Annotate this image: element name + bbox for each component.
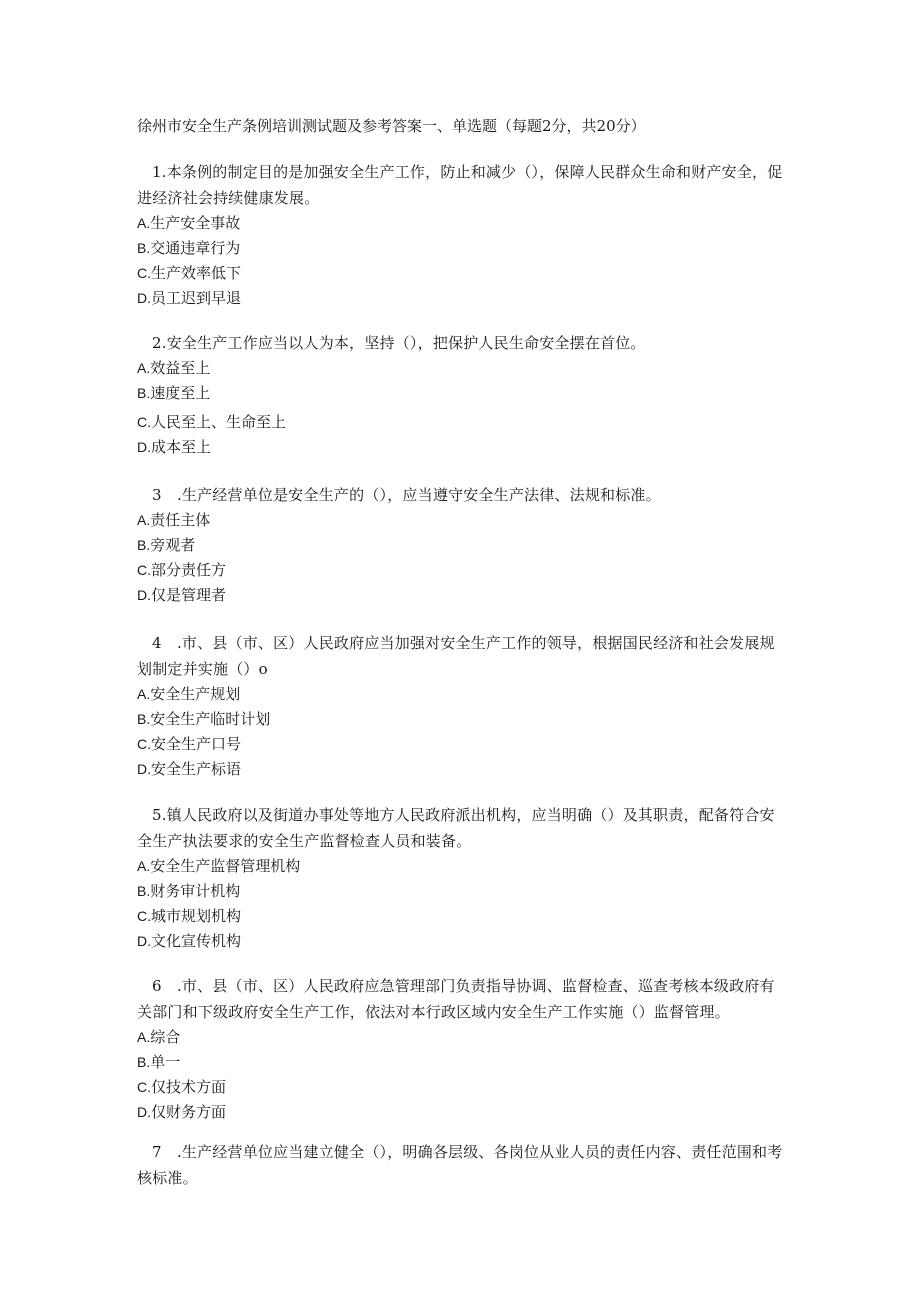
question-stem: 4 .市、县（市、区）人民政府应当加强对安全生产工作的领导，根据国民经济和社会发展规划制定并实施（）o <box>137 634 775 678</box>
option-letter: D. <box>137 933 151 949</box>
option-c <box>137 261 787 286</box>
option-letter: C. <box>137 1079 151 1095</box>
option-d <box>137 929 787 954</box>
option-a <box>137 211 787 236</box>
option-d <box>137 583 787 608</box>
option-letter: A. <box>137 215 151 231</box>
option-letter: C. <box>137 265 151 281</box>
question-stem: 2.安全生产工作应当以人为本，坚持（），把保护人民生命安全摆在首位。 <box>152 334 646 352</box>
option-b <box>137 879 787 904</box>
option-letter: C. <box>137 908 151 924</box>
option-b <box>137 236 787 261</box>
option-c <box>137 558 787 583</box>
option-letter: A. <box>137 360 151 376</box>
option-letter: B. <box>137 1054 151 1070</box>
option-text: 安全生产标语 <box>151 760 242 778</box>
option-a <box>137 1025 787 1050</box>
question-7 <box>137 1139 787 1191</box>
option-b <box>137 381 787 406</box>
option-text: 安全生产规划 <box>150 685 241 703</box>
option-letter: B. <box>137 240 151 256</box>
option-d <box>137 286 787 311</box>
question-stem: 6 .市、县（市、区）人民政府应急管理部门负责指导协调、监督检查、巡查考核本级政府有关部门和下级政府安全生产工作，依法对本行政区域内安全生产工作实施（）监督管理。 <box>137 977 775 1021</box>
option-b <box>137 707 787 732</box>
option-letter: A. <box>137 858 151 874</box>
option-a <box>137 682 787 707</box>
option-text: 城市规划机构 <box>151 907 242 925</box>
option-letter: D. <box>137 587 151 603</box>
option-c <box>137 1075 787 1100</box>
question-stem: 7 .生产经营单位应当建立健全（），明确各层级、各岗位从业人员的责任内容、责任范围和考核标准。 <box>137 1143 783 1187</box>
question-3 <box>137 482 787 608</box>
option-text: 交通违章行为 <box>150 239 241 257</box>
option-letter: D. <box>137 761 151 777</box>
question-6 <box>137 973 787 1125</box>
option-c <box>137 410 787 435</box>
option-letter: A. <box>137 512 151 528</box>
option-letter: C. <box>137 562 151 578</box>
option-d <box>137 435 787 460</box>
option-text: 人民至上、生命至上 <box>151 413 287 431</box>
question-stem: 1.本条例的制定目的是加强安全生产工作，防止和减少（），保障人民群众生命和财产安全，促进经济社会持续健康发展。 <box>137 163 783 207</box>
option-letter: B. <box>137 883 151 899</box>
question-2 <box>137 330 787 460</box>
question-stem: 5.镇人民政府以及街道办事处等地方人民政府派出机构，应当明确（）及其职责，配备符合安全生产执法要求的安全生产监督检查人员和装备。 <box>137 806 775 850</box>
option-a <box>137 854 787 879</box>
option-letter: B. <box>137 711 151 727</box>
option-letter: D. <box>137 290 151 306</box>
option-letter: D. <box>137 439 151 455</box>
option-text: 员工迟到早退 <box>151 289 242 307</box>
option-a <box>137 356 787 381</box>
question-4 <box>137 630 787 782</box>
option-d <box>137 1100 787 1125</box>
option-text: 效益至上 <box>150 359 211 377</box>
option-text: 旁观者 <box>150 536 196 554</box>
option-text: 财务审计机构 <box>150 882 241 900</box>
option-text: 安全生产临时计划 <box>150 710 271 728</box>
option-text: 速度至上 <box>150 384 211 402</box>
question-stem: 3 .生产经营单位是安全生产的（），应当遵守安全生产法律、法规和标准。 <box>152 486 661 504</box>
option-text: 文化宣传机构 <box>151 932 242 950</box>
option-text: 安全生产监督管理机构 <box>150 857 301 875</box>
option-text: 生产安全事故 <box>150 214 241 232</box>
option-text: 仅是管理者 <box>151 586 227 604</box>
option-b <box>137 533 787 558</box>
option-a <box>137 508 787 533</box>
option-text: 成本至上 <box>151 438 212 456</box>
option-b <box>137 1050 787 1075</box>
option-letter: C. <box>137 414 151 430</box>
option-text: 综合 <box>150 1028 181 1046</box>
option-text: 生产效率低下 <box>151 264 242 282</box>
option-letter: A. <box>137 686 151 702</box>
option-letter: B. <box>137 537 151 553</box>
option-text: 部分责任方 <box>151 561 227 579</box>
option-letter: B. <box>137 385 151 401</box>
option-c <box>137 904 787 929</box>
option-d <box>137 757 787 782</box>
option-text: 仅技术方面 <box>151 1078 227 1096</box>
document-title: 徐州市安全生产条例培训测试题及参考答案一、单选题（每题2分，共20分） <box>137 117 646 135</box>
option-c <box>137 732 787 757</box>
option-text: 责任主体 <box>150 511 211 529</box>
question-1 <box>137 159 787 311</box>
option-text: 仅财务方面 <box>151 1103 227 1121</box>
option-text: 安全生产口号 <box>151 735 242 753</box>
option-text: 单一 <box>150 1053 181 1071</box>
option-letter: D. <box>137 1104 151 1120</box>
question-5 <box>137 802 787 954</box>
option-letter: C. <box>137 736 151 752</box>
option-letter: A. <box>137 1029 151 1045</box>
